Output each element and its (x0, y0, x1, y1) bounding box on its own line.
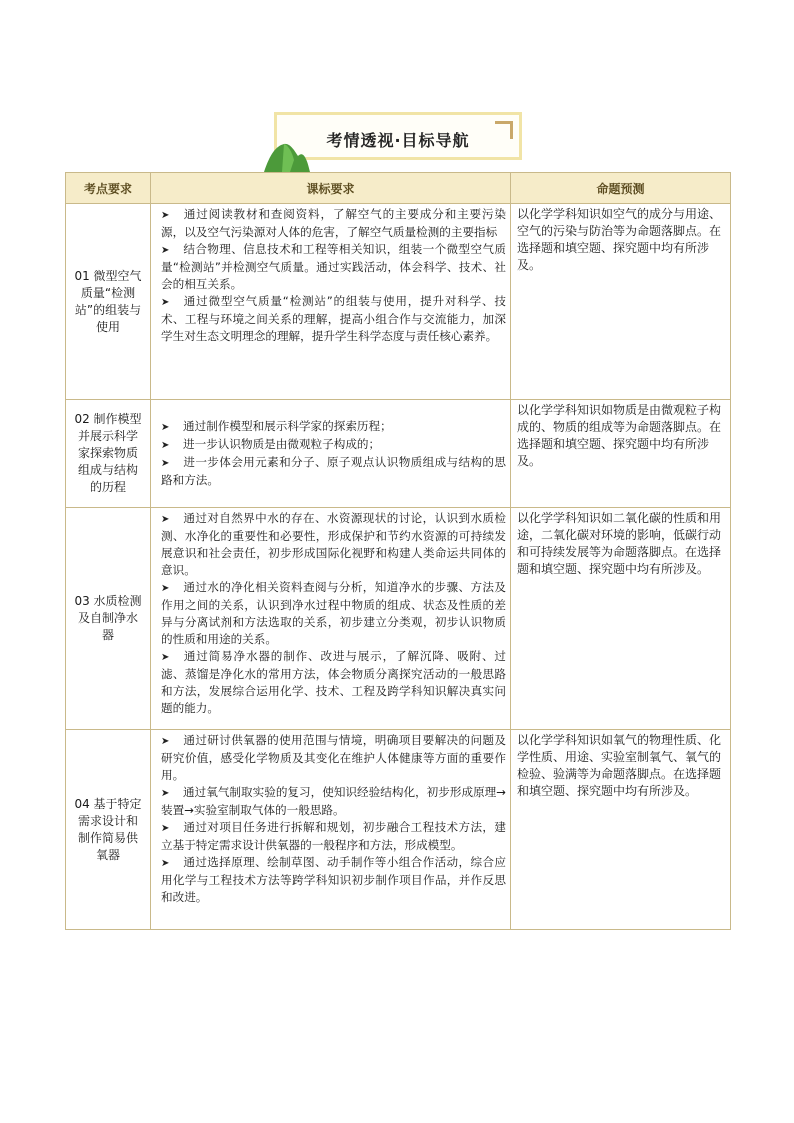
arrow-bullet-icon: ➤ (161, 823, 170, 834)
arrow-bullet-icon: ➤ (161, 858, 170, 869)
prediction-cell: 以化学学科知识如二氧化碳的性质和用途，二氧化碳对环境的影响，低碳行动和可持续发展等为命题落脚点。在选择题和填空题、探究题中均有所涉及。 (511, 508, 731, 730)
topic-cell: 01 微型空气质量“检测站”的组装与使用 (66, 204, 151, 400)
requirement-item: ➤ 结合物理、信息技术和工程等相关知识，组装一个微型空气质量“检测站”并检测空气质量。通过实践活动，体会科学、技术、社会的相互关系。 (161, 242, 506, 291)
arrow-bullet-icon: ➤ (161, 736, 170, 747)
arrow-bullet-icon: ➤ (161, 583, 170, 594)
table-row (66, 204, 731, 400)
table-header-row (66, 173, 731, 204)
banner-title: 考情透视·目标导航 (326, 131, 470, 150)
topic-cell: 04 基于特定需求设计和制作简易供氧器 (66, 730, 151, 930)
requirement-item: ➤ 通过选择原理、绘制草图、动手制作等小组合作活动，综合应用化学与工程技术方法等跨学科知识初步制作项目作品，并作反思和改进。 (161, 855, 506, 904)
prediction-cell: 以化学学科知识如氧气的物理性质、化学性质、用途、实验室制氧气、氧气的检验、验满等为命题落脚点。在选择题和填空题、探究题中均有所涉及。 (511, 730, 731, 930)
prediction-cell: 以化学学科知识如空气的成分与用途、空气的污染与防治等为命题落脚点。在选择题和填空题、探究题中均有所涉及。 (511, 204, 731, 400)
banner-corner-decoration (495, 121, 513, 124)
table-row (66, 730, 731, 930)
arrow-bullet-icon: ➤ (161, 245, 170, 256)
requirement-item: ➤ 通过研讨供氧器的使用范围与情境，明确项目要解决的问题及研究价值，感受化学物质及其变化在维护人体健康等方面的重要作用。 (161, 733, 506, 782)
table-row (66, 400, 731, 508)
requirements-cell (151, 730, 511, 930)
arrow-bullet-icon: ➤ (161, 458, 170, 469)
requirement-item: ➤ 通过简易净水器的制作、改进与展示，了解沉降、吸附、过滤、蒸馏是净化水的常用方法，体会物质分离探究活动的一般思路和方法，发展综合运用化学、技术、工程及跨学科知识解决真实问题的能力。 (161, 649, 506, 715)
arrow-bullet-icon: ➤ (161, 210, 170, 221)
arrow-bullet-icon: ➤ (161, 422, 170, 433)
requirement-item: ➤ 通过对项目任务进行拆解和规划，初步融合工程技术方法，建立基于特定需求设计供氧器的一般程序和方法，形成模型。 (161, 820, 506, 852)
topic-cell: 02 制作模型并展示科学家探索物质组成与结构的历程 (66, 400, 151, 508)
prediction-cell: 以化学学科知识如物质是由微观粒子构成的、物质的组成等为命题落脚点。在选择题和填空题、探究题中均有所涉及。 (511, 400, 731, 508)
requirement-item: ➤ 通过制作模型和展示科学家的探索历程； (161, 418, 506, 436)
topic-cell: 03 水质检测及自制净水器 (66, 508, 151, 730)
arrow-bullet-icon: ➤ (161, 440, 170, 451)
requirement-item: ➤ 通过微型空气质量“检测站”的组装与使用，提升对科学、技术、工程与环境之间关系的理解，提高小组合作与交流能力，加深学生对生态文明理念的理解，提升学生科学态度与责任核心素养。 (161, 294, 506, 343)
hills-icon (262, 140, 312, 172)
header-prediction: 命题预测 (511, 173, 731, 204)
arrow-bullet-icon: ➤ (161, 788, 170, 799)
syllabus-table (65, 172, 731, 930)
arrow-bullet-icon: ➤ (161, 652, 170, 663)
arrow-bullet-icon: ➤ (161, 514, 170, 525)
requirement-item: ➤ 通过阅读教材和查阅资料，了解空气的主要成分和主要污染源，以及空气污染源对人体的危害，了解空气质量检测的主要指标 (161, 207, 506, 239)
requirement-item: ➤ 通过氧气制取实验的复习，使知识经验结构化，初步形成原理→装置→实验室制取气体的一般思路。 (161, 785, 506, 817)
header-topic: 考点要求 (66, 173, 151, 204)
table-row (66, 508, 731, 730)
requirement-item: ➤ 进一步认识物质是由微观粒子构成的； (161, 436, 506, 454)
requirement-item: ➤ 通过对自然界中水的存在、水资源现状的讨论，认识到水质检测、水净化的重要性和必要性，形成保护和节约水资源的可持续发展意识和社会责任，初步形成国际化视野和构建人类命运共同体的意识。 (161, 511, 506, 577)
header-requirements: 课标要求 (151, 173, 511, 204)
arrow-bullet-icon: ➤ (161, 297, 170, 308)
requirements-cell (151, 400, 511, 508)
requirement-item: ➤ 通过水的净化相关资料查阅与分析，知道净水的步骤、方法及作用之间的关系，认识到净水过程中物质的组成、状态及性质的差异与分离试剂和方法选取的关系，初步建立分类观，初步认识物质的性质和用途的关系。 (161, 580, 506, 646)
requirements-cell (151, 508, 511, 730)
requirements-cell (151, 204, 511, 400)
requirement-item: ➤ 进一步体会用元素和分子、原子观点认识物质组成与结构的思路和方法。 (161, 455, 506, 487)
